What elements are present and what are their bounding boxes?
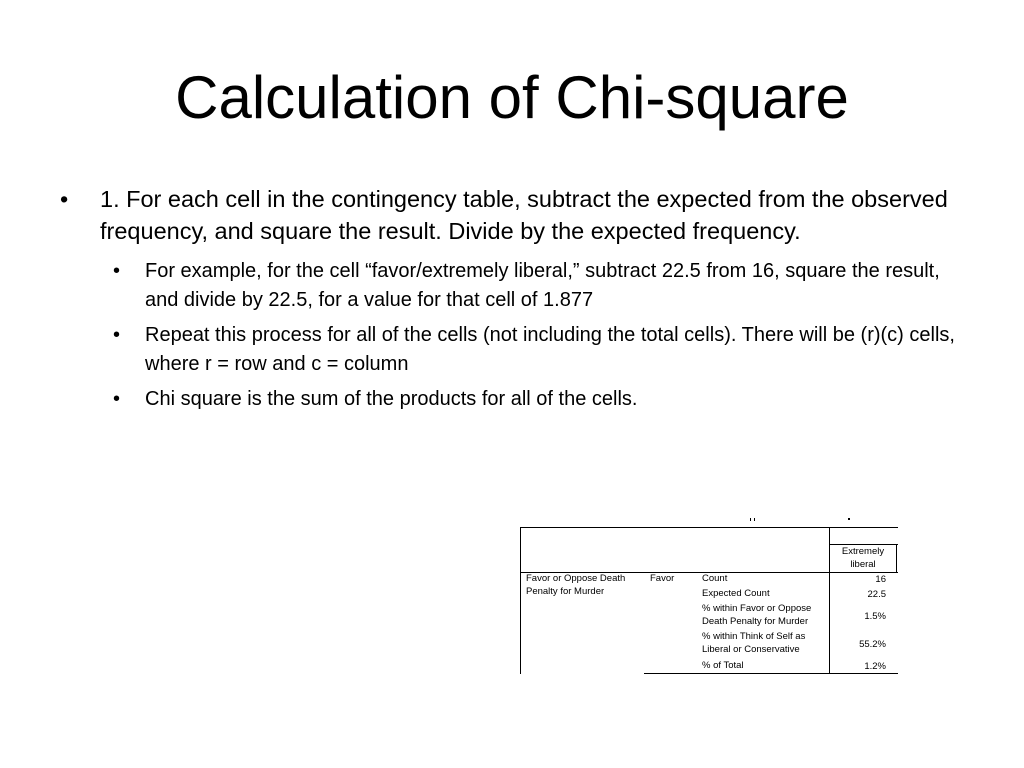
statistic-label: % within Think of Self as Liberal or Conservative: [702, 631, 806, 655]
spss-crosstab-excerpt: [520, 518, 898, 674]
table-left-rule: [520, 527, 521, 674]
slide-title: Calculation of Chi-square: [175, 64, 849, 131]
bullet-dot: •: [60, 186, 69, 212]
statistic-label: % within Favor or Oppose Death Penalty for Murder: [702, 603, 812, 627]
cell-value-expected-count: 22.5: [867, 589, 886, 600]
column-header-extremely-liberal: Extremely liberal: [841, 546, 885, 570]
sub-bullet-list: [60, 257, 960, 414]
sub-bullet: [110, 257, 960, 315]
main-bullet-text: 1. For each cell in the contingency table, subtract the expected from the observed frequency, and square the result. Divide by the expected frequency.: [100, 186, 948, 244]
bullet-dot: •: [113, 388, 121, 410]
bullet-list: [60, 183, 960, 420]
bullet-dot: •: [113, 324, 121, 346]
row-category-label: Favor: [650, 573, 675, 584]
main-bullet: [60, 183, 960, 247]
crop-mark: [750, 518, 751, 521]
statistic-label: % of Total: [702, 660, 744, 671]
statistic-label: Expected Count: [702, 588, 770, 599]
table-top-rule: [520, 527, 898, 528]
sub-bullet-text: For example, for the cell “favor/extremely liberal,” subtract 22.5 from 16, square the result, and divide by 22.5, for a value for that cell of 1.877: [145, 260, 940, 311]
cell-value-pct-total: 1.2%: [864, 661, 886, 672]
statistic-label: Count: [702, 573, 728, 584]
crop-mark: [754, 518, 755, 521]
header-cell-rule: [829, 544, 898, 545]
sub-bullet-text: Repeat this process for all of the cells (not including the total cells). There will be (r)(c) cells, where r = row and c = column: [145, 324, 955, 375]
cell-value-pct-within-column: 55.2%: [859, 639, 886, 650]
crop-mark: [848, 518, 850, 520]
row-variable-label: Favor or Oppose Death Penalty for Murder: [526, 573, 626, 597]
bullet-dot: •: [113, 260, 121, 282]
sub-bullet: [110, 385, 960, 414]
sub-bullet-text: Chi square is the sum of the products for all of the cells.: [145, 388, 638, 410]
header-right-rule: [896, 544, 897, 573]
cell-value-count: 16: [875, 574, 886, 585]
sub-bullet: [110, 321, 960, 379]
cell-value-pct-within-row: 1.5%: [864, 611, 886, 622]
